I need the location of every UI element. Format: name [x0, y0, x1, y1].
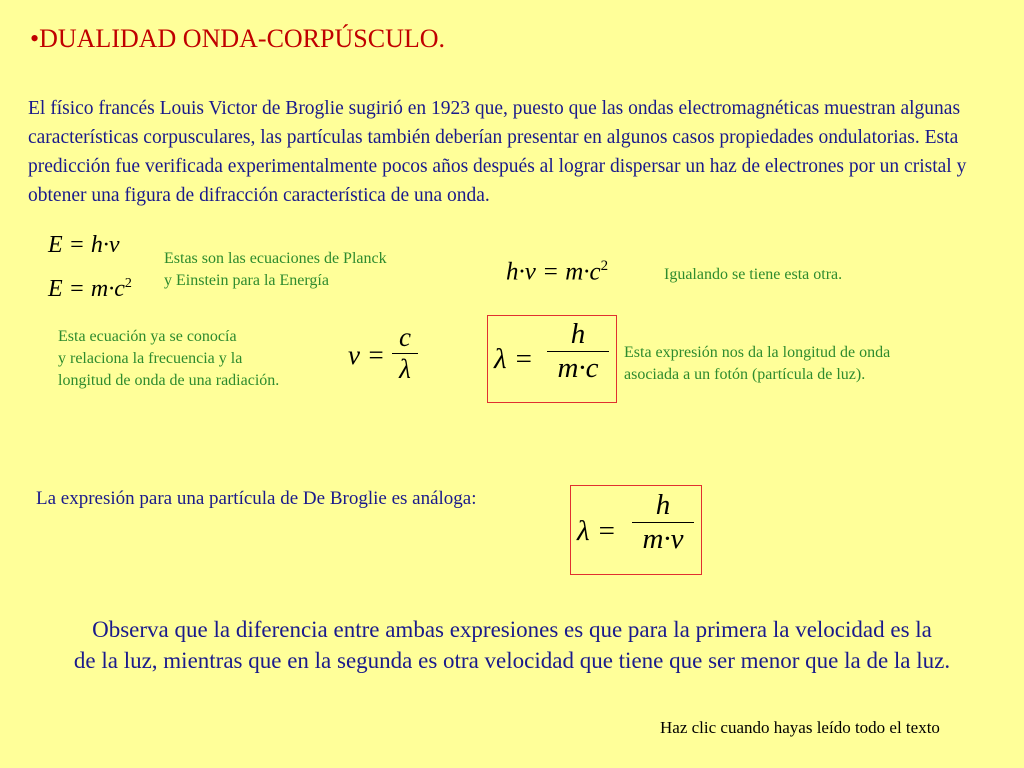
note-frequency-line: longitud de onda de una radiación.	[58, 372, 280, 389]
note-photon-line: asociada a un fotón (partícula de luz).	[624, 366, 866, 383]
photon-fraction	[546, 318, 610, 385]
frequency-equation-lhs: ν =	[348, 340, 385, 370]
frequency-denominator: λ	[399, 354, 411, 385]
note-frequency-line: y relaciona la frecuencia y la	[58, 350, 243, 367]
debroglie-statement: La expresión para una partícula de De Broglie es análoga:	[36, 488, 477, 509]
frequency-numerator: c	[399, 322, 411, 352]
conclusion-line: Observa que la diferencia entre ambas expresiones es que para la primera la velocidad es la	[92, 617, 932, 642]
debroglie-numerator: h	[655, 489, 671, 521]
note-equalized: Igualando se tiene esta otra.	[664, 266, 843, 283]
note-frequency-line: Esta ecuación ya se conocía	[58, 328, 237, 345]
photon-equation-box	[487, 315, 617, 403]
photon-numerator: h	[570, 318, 586, 350]
note-frequency	[58, 326, 279, 392]
equalized-equation-base: h·ν = m·c	[506, 258, 601, 286]
photon-denominator: m·c	[557, 352, 599, 385]
planck-equation: E = h·ν	[48, 232, 120, 258]
note-planck-einstein-line: Estas son las ecuaciones de Planck	[164, 250, 387, 267]
einstein-equation-exponent: 2	[124, 276, 132, 291]
note-photon-line: Esta expresión nos da la longitud de onda	[624, 344, 891, 361]
debroglie-fraction	[631, 489, 695, 556]
einstein-equation	[48, 276, 132, 303]
slide-title: •DUALIDAD ONDA-CORPÚSCULO.	[30, 24, 445, 53]
debroglie-denominator: m·v	[642, 523, 684, 556]
conclusion-line: de la luz, mientras que en la segunda es otra velocidad que tiene que ser menor que la de la luz.	[73, 648, 951, 673]
frequency-fraction	[392, 322, 418, 385]
continue-hint[interactable]: Haz clic cuando hayas leído todo el texto	[660, 718, 940, 737]
debroglie-equation-lhs: λ =	[577, 515, 617, 547]
equalized-equation-exponent: 2	[600, 258, 609, 274]
equalized-equation	[506, 258, 608, 286]
conclusion-paragraph	[10, 614, 1014, 676]
note-photon	[624, 342, 890, 386]
einstein-equation-base: E = m·c	[48, 276, 125, 302]
note-planck-einstein	[164, 248, 387, 292]
note-planck-einstein-line: y Einstein para la Energía	[164, 272, 329, 289]
debroglie-equation-box	[570, 485, 702, 575]
intro-paragraph: El físico francés Louis Victor de Broglie sugirió en 1923 que, puesto que las ondas electromagnéticas muestran algunas características corpusculares, las partículas también deberían presentar en algunos casos propiedades ondulatorias. Esta predicción fue verificada experimentalmente pocos años después al lograr dispersar un haz de electrones por un cristal y obtener una figura de difracción característica de una onda.	[28, 98, 967, 206]
photon-equation-lhs: λ =	[494, 343, 534, 375]
